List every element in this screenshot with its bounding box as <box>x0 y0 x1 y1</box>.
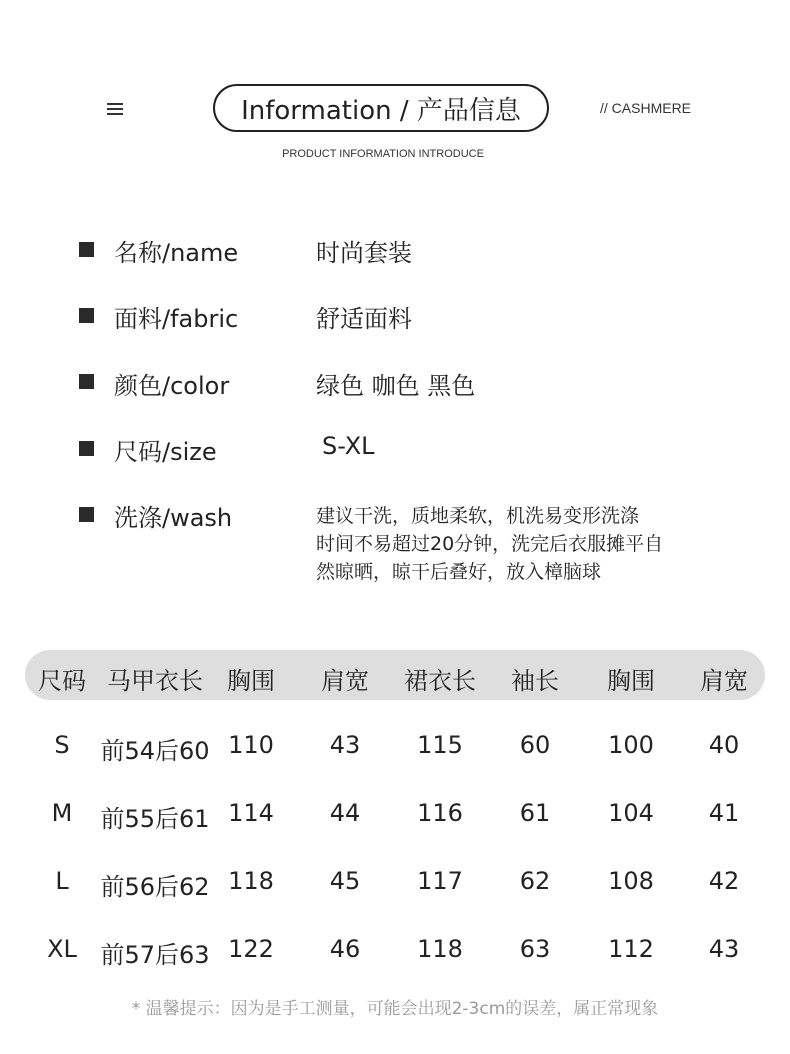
bullet-square <box>79 507 94 522</box>
table-cell: 45 <box>329 867 361 895</box>
table-cell: S <box>54 731 70 759</box>
column-header: 裙衣长 <box>404 667 476 695</box>
wash-line: 建议干洗，质地柔软，机洗易变形洗涤 <box>316 505 640 527</box>
info-label: 尺码/size <box>114 438 217 466</box>
table-cell: 115 <box>417 731 463 759</box>
table-cell: 60 <box>519 731 551 759</box>
column-header: 袖长 <box>511 667 559 695</box>
info-label: 颜色/color <box>114 372 230 400</box>
column-header: 胸围 <box>607 667 655 695</box>
footnote: * 温馨提示：因为是手工测量，可能会出现2-3cm的误差，属正常现象 <box>131 999 659 1019</box>
bullet-square <box>79 441 94 456</box>
table-cell: 104 <box>608 799 654 827</box>
table-cell: 100 <box>608 731 654 759</box>
column-header: 尺码 <box>38 667 86 695</box>
column-header: 马甲衣长 <box>107 667 203 695</box>
info-value: 绿色 咖色 黑色 <box>316 372 476 400</box>
table-cell: 前56后62 <box>100 873 210 901</box>
table-cell: 前54后60 <box>100 737 210 765</box>
menu-icon <box>107 103 123 115</box>
table-cell: 前55后61 <box>100 805 210 833</box>
table-cell: 110 <box>228 731 274 759</box>
table-cell: 43 <box>329 731 361 759</box>
table-cell: 112 <box>608 935 654 963</box>
table-cell: 40 <box>708 731 740 759</box>
wash-instructions <box>316 502 663 586</box>
table-cell: 108 <box>608 867 654 895</box>
table-cell: 118 <box>228 867 274 895</box>
table-cell: 62 <box>519 867 551 895</box>
wash-line: 时间不易超过20分钟，洗完后衣服摊平自 <box>316 533 664 555</box>
table-cell: 61 <box>519 799 551 827</box>
info-label: 面料/fabric <box>114 305 239 333</box>
wash-line: 然晾晒，晾干后叠好，放入樟脑球 <box>316 561 602 583</box>
tagline: // CASHMERE <box>600 100 692 116</box>
table-cell: 44 <box>329 799 361 827</box>
table-cell: 117 <box>417 867 463 895</box>
table-cell: L <box>55 867 69 895</box>
page-title: Information / 产品信息 <box>213 84 549 132</box>
table-cell: 122 <box>228 935 274 963</box>
table-cell: 116 <box>417 799 463 827</box>
column-header: 胸围 <box>227 667 275 695</box>
table-cell: 46 <box>329 935 361 963</box>
table-cell: 前57后63 <box>100 941 210 969</box>
subtitle: PRODUCT INFORMATION INTRODUCE <box>282 148 484 160</box>
table-cell: 41 <box>708 799 740 827</box>
info-value: 舒适面料 <box>316 305 412 333</box>
table-cell: M <box>51 799 73 827</box>
table-cell: 63 <box>519 935 551 963</box>
table-cell: 43 <box>708 935 740 963</box>
column-header: 肩宽 <box>321 667 369 695</box>
info-label: 名称/name <box>114 239 239 267</box>
table-cell: 118 <box>417 935 463 963</box>
info-value: S-XL <box>322 432 375 460</box>
info-label: 洗涤/wash <box>114 504 233 532</box>
bullet-square <box>79 308 94 323</box>
info-value: 时尚套装 <box>316 239 412 267</box>
table-cell: 114 <box>228 799 274 827</box>
bullet-square <box>79 242 94 257</box>
column-header: 肩宽 <box>700 667 748 695</box>
bullet-square <box>79 374 94 389</box>
table-cell: 42 <box>708 867 740 895</box>
table-cell: XL <box>47 935 77 963</box>
